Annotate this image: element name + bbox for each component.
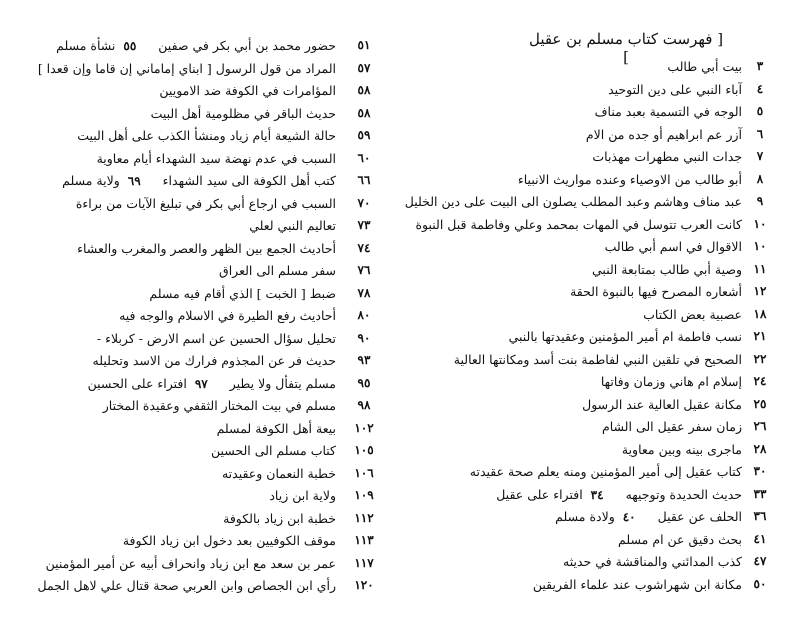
page-number-text: ١٠ <box>753 216 767 231</box>
index-entry <box>0 102 404 125</box>
index-title: [ فهرست كتاب مسلم بن عقيل ] <box>528 30 724 66</box>
index-entry <box>404 528 808 551</box>
entry-title: الوجه في التسمية بعبد مناف <box>594 104 742 119</box>
index-entry <box>404 550 808 573</box>
index-entry <box>404 325 808 348</box>
index-entry <box>404 303 808 326</box>
page-number-text: ٥٧ <box>357 60 371 75</box>
right-page <box>404 0 808 639</box>
right-index-list <box>404 55 808 595</box>
index-entry <box>404 505 808 528</box>
page-number-text: ٩٥ <box>357 375 371 390</box>
entry-title: إسلام ام هاني وزمان وفاتها <box>600 374 742 389</box>
entry-title: رأي ابن الجصاص وابن العربي صحة قتال علي لاهل الجمل <box>37 578 336 593</box>
page-number-text: ٤٧ <box>753 554 767 568</box>
sub-entry-page-number: ٩٧ <box>194 376 208 391</box>
entry-title: بيعة أهل الكوفة لمسلم <box>216 420 336 436</box>
entry-title: ولاية ابن زياد <box>269 488 336 503</box>
page-number-text: ٢١ <box>753 329 767 343</box>
index-entry <box>0 34 404 57</box>
index-entry <box>404 145 808 168</box>
index-entry <box>404 235 808 258</box>
entry-title: كتاب مسلم الى الحسين <box>210 443 336 458</box>
entry-title: حالة الشيعة أيام زياد ومنشأ الكذب على أهل البيت <box>77 128 336 143</box>
index-entry <box>0 507 404 530</box>
index-entry <box>0 417 404 440</box>
sub-entry-page-number: ٣٤ <box>590 487 604 502</box>
index-entry <box>0 124 404 147</box>
index-entry <box>0 282 404 305</box>
entry-title: الصحيح في تلقين النبي لفاطمة بنت أسد ومكانتها العالية <box>453 351 742 367</box>
entry-title: ضبط [ الخبت ] الذي أقام فيه مسلم <box>149 285 336 301</box>
page-number-text: ٥ <box>756 104 764 118</box>
index-entry <box>404 438 808 461</box>
index-entry <box>0 147 404 170</box>
entry-title: أشعاره المصرح فيها بالنبوة الحقة <box>570 284 742 299</box>
entry-title: زمان سفر عقيل الى الشام <box>601 419 742 434</box>
page-number-text: ٥١ <box>357 38 371 52</box>
index-entry <box>0 439 404 462</box>
index-entry <box>0 574 404 597</box>
page-number-text: ١٠٩ <box>354 488 374 502</box>
entry-title: أحاديث الجمع بين الظهر والعصر والمغرب والعشاء <box>77 240 336 256</box>
sub-entry-title: افتراء على الحسين <box>87 375 187 391</box>
entry-title: الحلف عن عقيل <box>657 509 742 524</box>
entry-title: عمر بن سعد مع ابن زياد وانحراف أبيه عن أمير المؤمنين <box>45 555 336 571</box>
page-number-text: ٢٤ <box>753 374 767 388</box>
index-entry <box>0 237 404 260</box>
entry-title: أحاديث رفع الطيرة في الاسلام والوجه فيه <box>119 308 336 323</box>
index-entry <box>0 169 404 192</box>
index-entry <box>404 55 808 78</box>
page-number-text: ١١٧ <box>354 555 374 570</box>
entry-title: آزر عم ابراهيم أو جده من الام <box>585 126 742 142</box>
index-entry <box>0 304 404 327</box>
entry-title: تحليل سؤال الحسين عن اسم الارض - كربلاء - <box>96 330 336 346</box>
page-number-text: ١٢ <box>753 284 767 298</box>
entry-title: مكانة ابن شهراشوب عند علماء الفريقين <box>532 576 742 592</box>
page-number-text: ٢٨ <box>753 441 767 456</box>
entry-title: سفر مسلم الى العراق <box>219 263 336 278</box>
sub-entry-title: افتراء على عقيل <box>496 486 583 502</box>
entry-title: مسلم يتفأل ولا يطير <box>229 375 336 391</box>
entry-title: موقف الكوفيين بعد دخول ابن زياد الكوفة <box>122 533 336 548</box>
sub-entry-title: ولاية مسلم <box>62 173 120 188</box>
page-number-text: ٨ <box>756 171 764 186</box>
entry-title: المؤامرات في الكوفة ضد الامويين <box>159 83 336 98</box>
entry-title: كانت العرب تتوسل في المهات بمحمد وعلي وفاطمة قبل النبوة <box>415 216 742 232</box>
page-number-text: ٨٠ <box>357 308 371 322</box>
entry-title: خطبة النعمان وعقيدته <box>221 465 336 481</box>
page-number-text: ١١٢ <box>354 510 374 525</box>
index-entry <box>0 349 404 372</box>
page-number-text: ٦٠ <box>357 150 371 165</box>
page-number-text: ٩ <box>756 194 764 208</box>
index-entry <box>404 573 808 596</box>
page-number-text: ٧٦ <box>357 263 371 277</box>
index-entry <box>404 393 808 416</box>
page-number-text: ١٢٠ <box>354 578 374 592</box>
page-number-text: ٧٨ <box>357 285 371 300</box>
page-number-text: ١٨ <box>753 306 767 321</box>
entry-title: حديث فر عن المجذوم فرارك من الاسد وتحليله <box>92 353 336 368</box>
index-entry <box>0 552 404 575</box>
entry-title: آباء النبي على دين التوحيد <box>608 81 742 97</box>
index-entry <box>404 415 808 438</box>
page-number-text: ٦ <box>756 126 764 141</box>
entry-title: أبو طالب من الاوصياء وعنده مواريث الانبياء <box>517 171 742 187</box>
index-entry <box>0 462 404 485</box>
sub-entry-page-number: ٤٠ <box>622 510 636 524</box>
page-number-text: ١٠٦ <box>354 465 374 480</box>
page-number-text: ٣ <box>756 59 764 73</box>
sub-entry <box>496 484 603 507</box>
page-number-text: ٢٢ <box>753 351 767 366</box>
index-entry <box>0 394 404 417</box>
page-number-text: ٤ <box>756 81 764 96</box>
page-number-text: ٩٣ <box>357 353 371 367</box>
entry-title: حديث الحديدة وتوجيهه <box>625 486 742 502</box>
page-number-text: ٥٩ <box>357 128 371 142</box>
index-entry <box>404 100 808 123</box>
index-entry <box>404 280 808 303</box>
page-number-text: ٩٨ <box>357 398 371 412</box>
page-number-text: ٥٨ <box>357 105 371 120</box>
page-number-text: ٣٣ <box>753 486 767 501</box>
index-entry <box>404 258 808 281</box>
page-number-text: ٧٤ <box>357 240 371 255</box>
page-number-text: ٥٨ <box>357 83 371 97</box>
page-number-text: ٦٦ <box>357 173 371 187</box>
page-number-text: ٧٣ <box>357 218 371 232</box>
page-number-text: ١٠٥ <box>354 443 374 457</box>
page-number-text: ٣٠ <box>753 464 767 478</box>
entry-title: حضور محمد بن أبي بكر في صفين <box>158 38 336 53</box>
entry-title: نسب فاطمة ام أمير المؤمنين وعقيدتها بالنبي <box>508 329 742 344</box>
index-entry <box>404 190 808 213</box>
page-number-text: ١٠٢ <box>354 420 374 435</box>
page-number-text: ٢٦ <box>753 419 767 433</box>
entry-title: بحث دقيق عن ام مسلم <box>618 531 742 547</box>
entry-title: كتب أهل الكوفة الى سيد الشهداء <box>162 173 336 188</box>
index-entry <box>0 372 404 395</box>
sub-entry <box>555 506 635 529</box>
entry-title: مسلم في بيت المختار الثقفي وعقيدة المختار <box>102 398 336 413</box>
page-number-text: ٢٥ <box>753 396 767 411</box>
sub-entry-page-number: ٥٥ <box>123 39 137 53</box>
page-number-text: ١١ <box>753 261 767 276</box>
entry-title: وصية أبي طالب بمتابعة النبي <box>592 261 742 277</box>
index-entry <box>404 168 808 191</box>
page-number-text: ١٠ <box>753 239 767 253</box>
page-number-text: ١١٣ <box>354 533 374 547</box>
entry-title: ماجرى بينه وبين معاوية <box>621 441 742 457</box>
index-entry <box>404 483 808 506</box>
entry-title: كتاب عقيل إلى أمير المؤمنين ومنه يعلم صحة عقيدته <box>469 464 742 479</box>
entry-title: خطبة ابن زياد بالكوفة <box>223 510 336 526</box>
sub-entry-title: ولادة مسلم <box>555 509 615 524</box>
page-number-text: ٧ <box>756 149 764 163</box>
index-entry <box>0 57 404 80</box>
index-entry <box>0 79 404 102</box>
sub-entry <box>88 373 208 396</box>
index-entry <box>404 348 808 371</box>
sub-entry-page-number: ٦٩ <box>127 174 141 188</box>
index-entry <box>404 460 808 483</box>
page-number-text: ٣٦ <box>753 509 767 523</box>
index-entry <box>404 78 808 101</box>
entry-title: السبب في عدم نهضة سيد الشهداء أيام معاوية <box>96 150 336 166</box>
entry-title: تعاليم النبي لعلي <box>249 218 336 233</box>
page-number-text: ٤١ <box>753 531 767 546</box>
index-entry <box>0 327 404 350</box>
index-entry <box>0 529 404 552</box>
index-entry <box>404 123 808 146</box>
sub-entry <box>56 35 136 58</box>
index-entry <box>0 259 404 282</box>
left-index-list <box>0 34 404 597</box>
index-entry <box>0 192 404 215</box>
index-entry <box>0 214 404 237</box>
sub-entry <box>62 170 141 193</box>
entry-title: المراد من قول الرسول [ ابناي إماماني إن قاما وإن قعدا ] <box>37 60 336 76</box>
entry-title: عبد مناف وهاشم وعبد المطلب يصلون الى البيت على دين الخليل <box>404 194 742 209</box>
entry-title: الاقوال في اسم أبي طالب <box>604 239 742 254</box>
entry-title: السبب في ارجاع أبي بكر في تبليغ الآيات من براءة <box>75 195 336 211</box>
index-entry <box>0 484 404 507</box>
entry-title: كذب المدائني والمناقشة في حديثه <box>563 554 742 569</box>
index-entry <box>404 370 808 393</box>
entry-title: جدات النبي مطهرات مهذبات <box>592 149 742 164</box>
page-number-text: ٧٠ <box>357 195 371 210</box>
page-number-text: ٩٠ <box>357 330 371 345</box>
entry-title: بيت أبي طالب <box>667 59 742 74</box>
sub-entry-title: نشأة مسلم <box>56 38 116 53</box>
entry-title: عصبية بعض الكتاب <box>643 306 742 322</box>
index-entry <box>404 213 808 236</box>
page-number-text: ٥٠ <box>753 576 767 591</box>
entry-title: حديث الباقر في مظلومية أهل البيت <box>150 105 336 121</box>
entry-title: مكانة عقيل العالية عند الرسول <box>582 396 742 412</box>
